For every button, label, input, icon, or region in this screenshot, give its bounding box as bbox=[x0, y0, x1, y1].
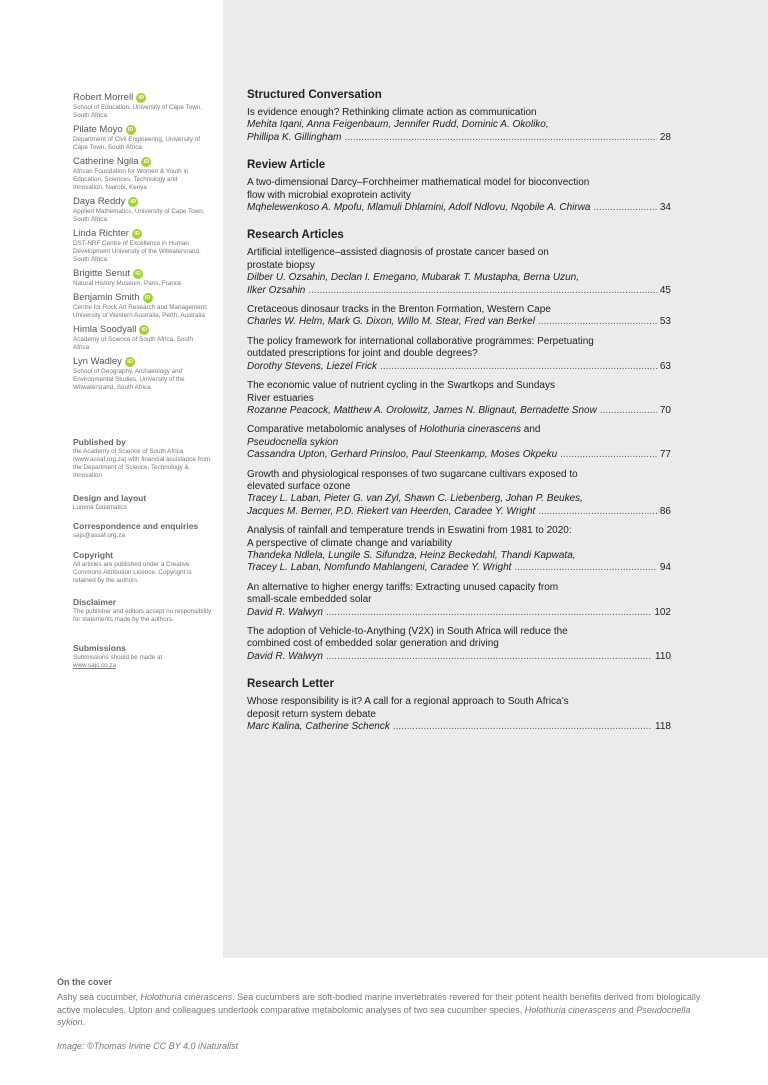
editor-name bbox=[73, 124, 208, 136]
page-number[interactable]: 102 bbox=[654, 606, 671, 618]
article-authors-page-line bbox=[247, 449, 671, 461]
editor-entry bbox=[73, 292, 208, 320]
article-authors: David R. Walwyn bbox=[247, 606, 323, 618]
editor-name-text: Linda Richter bbox=[73, 228, 129, 239]
orcid-icon[interactable]: iD bbox=[126, 125, 136, 135]
disclaimer-text: The publisher and editors accept no responsibility for statements made by the authors. bbox=[73, 608, 212, 623]
editor-affiliation: DST-NRF Centre of Excellence in Human Development University of the Witwatersrand, South Africa bbox=[73, 240, 201, 263]
editor-name bbox=[73, 324, 208, 336]
article-authors: Mehita Iqani, Anna Feigenbaum, Jennifer Rudd, Dominic A. Okoliko, bbox=[247, 119, 549, 131]
published-by-text: the Academy of Science of South Africa (www.assaf.org.za) with financial assistance from the Department of Science, Technology & Innovation bbox=[73, 448, 211, 479]
dot-leader bbox=[326, 607, 651, 619]
editor-name bbox=[73, 156, 208, 168]
article-authors: Marc Kalina, Catherine Schenck bbox=[247, 721, 390, 733]
editor-name-text: Pilate Moyo bbox=[73, 124, 123, 135]
article-title[interactable]: The adoption of Vehicle-to-Anything (V2X) in South Africa will reduce the bbox=[247, 626, 568, 637]
article-title[interactable]: Whose responsibility is it? A call for a regional approach to South Africa’s bbox=[247, 696, 569, 708]
submissions-text: Submissions should be made at bbox=[73, 654, 163, 661]
dot-leader bbox=[560, 449, 657, 461]
editor-affiliation: Academy of Science of South Africa, South Africa bbox=[73, 336, 194, 351]
article-title[interactable]: Is evidence enough? Rethinking climate action as communication bbox=[247, 107, 537, 118]
orcid-icon[interactable]: iD bbox=[141, 157, 151, 167]
dot-leader bbox=[600, 405, 657, 417]
cover-note bbox=[57, 976, 717, 1052]
dot-leader bbox=[538, 506, 657, 518]
editor-name bbox=[73, 356, 208, 368]
article-authors: Mqhelewenkoso A. Mpofu, Mlamuli Dhlamini, Adolf Ndlovu, Nqobile A. Chirwa bbox=[247, 202, 591, 214]
design-title: Design and layout bbox=[73, 493, 147, 503]
page-number[interactable]: 86 bbox=[659, 505, 671, 517]
article-title[interactable]: The policy framework for international collaborative programmes: Perpetuating bbox=[247, 335, 594, 347]
disclaimer-title: Disclaimer bbox=[73, 597, 116, 607]
article-authors: Cassandra Upton, Gerhard Prinsloo, Paul Steenkamp, Moses Okpeku bbox=[247, 449, 558, 461]
orcid-icon[interactable]: iD bbox=[143, 293, 153, 303]
editor-name bbox=[73, 228, 208, 240]
dot-leader bbox=[538, 316, 657, 328]
page-number[interactable]: 45 bbox=[659, 284, 671, 296]
article-authors: Phillipa K. Gillingham bbox=[247, 131, 342, 143]
correspondence-title: Correspondence and enquiries bbox=[73, 521, 199, 531]
orcid-icon[interactable]: iD bbox=[139, 325, 149, 335]
editor-name bbox=[73, 268, 208, 280]
article-title[interactable]: deposit return system debate bbox=[247, 708, 376, 720]
article-title[interactable]: A two-dimensional Darcy–Forchheimer mathematical model for bioconvection bbox=[247, 177, 590, 189]
submissions-block bbox=[73, 643, 213, 670]
toc-entry[interactable] bbox=[247, 469, 671, 519]
article-title[interactable]: outdated prescriptions for joint and double degrees? bbox=[247, 348, 478, 360]
toc-entry[interactable] bbox=[247, 247, 671, 297]
article-authors: Charles W. Helm, Mark G. Dixon, Willo M. Stear, Fred van Berkel bbox=[247, 316, 535, 328]
article-authors: Jacques M. Berner, P.D. Riekert van Heerden, Caradee Y. Wright bbox=[247, 505, 536, 517]
article-authors: Tracey L. Laban, Pieter G. van Zyl, Shawn C. Liebenberg, Johan P. Beukes, bbox=[247, 493, 583, 505]
editor-entry bbox=[73, 92, 208, 120]
editor-name-text: Daya Reddy bbox=[73, 196, 126, 207]
article-title[interactable]: Comparative metabolomic analyses of Holothuria cinerascens and bbox=[247, 424, 541, 436]
editor-name-text: Brigitte Senut bbox=[73, 268, 131, 279]
editor-entry bbox=[73, 124, 208, 152]
toc-section bbox=[247, 88, 671, 144]
design-text: Lumina Datamatics bbox=[73, 504, 127, 511]
article-title[interactable]: combined cost of embedded solar generation and driving bbox=[247, 638, 499, 650]
section-title: Research Letter bbox=[247, 678, 334, 691]
page-number[interactable]: 118 bbox=[655, 721, 671, 733]
editor-name-text: Lyn Wadley bbox=[73, 356, 122, 367]
editor-affiliation: Applied Mathematics, University of Cape Town, South Africa bbox=[73, 208, 205, 223]
dot-leader bbox=[308, 285, 657, 297]
page-number[interactable]: 70 bbox=[659, 404, 671, 416]
editor-name-text: Robert Morrell bbox=[73, 92, 134, 103]
article-authors-page-line bbox=[247, 285, 671, 297]
article-title[interactable]: elevated surface ozone bbox=[247, 480, 351, 492]
article-authors-page-line bbox=[247, 651, 671, 663]
section-title: Review Article bbox=[247, 159, 326, 172]
toc-entry[interactable] bbox=[247, 336, 671, 373]
article-authors-page-line bbox=[247, 721, 671, 733]
toc-entry[interactable] bbox=[247, 424, 671, 461]
editor-entry bbox=[73, 196, 208, 224]
toc-entry[interactable] bbox=[247, 525, 671, 575]
editor-name bbox=[73, 196, 208, 208]
toc-section bbox=[247, 228, 671, 663]
cover-title: On the cover bbox=[57, 977, 113, 987]
section-title: Research Articles bbox=[247, 229, 344, 242]
editor-name bbox=[73, 92, 208, 104]
published-by-block bbox=[73, 437, 213, 480]
article-title[interactable]: flow with microbial exoprotein activity bbox=[247, 189, 411, 201]
editor-name bbox=[73, 292, 208, 304]
editor-entry bbox=[73, 268, 208, 288]
dot-leader bbox=[326, 651, 652, 663]
article-authors: Dilber U. Ozsahin, Declan I. Emegano, Mubarak T. Mustapha, Berna Uzun, bbox=[247, 272, 580, 284]
toc-entry[interactable] bbox=[247, 304, 671, 329]
page-number[interactable]: 77 bbox=[659, 449, 671, 461]
article-title[interactable]: A perspective of climate change and variability bbox=[247, 537, 453, 549]
article-title[interactable]: prostate biopsy bbox=[247, 259, 315, 271]
toc-entry[interactable] bbox=[247, 177, 671, 214]
article-authors: Dorothy Stevens, Liezel Frick bbox=[247, 360, 378, 372]
article-title[interactable]: An alternative to higher energy tariffs: Extracting unused capacity from bbox=[247, 581, 559, 593]
article-title[interactable]: Analysis of rainfall and temperature trends in Eswatini from 1981 to 2020: bbox=[247, 525, 572, 537]
submissions-title: Submissions bbox=[73, 643, 126, 653]
editor-entry bbox=[73, 228, 208, 264]
dot-leader bbox=[380, 361, 657, 373]
article-authors: Rozanne Peacock, Matthew A. Orolowitz, James N. Blignaut, Bernadette Snow bbox=[247, 404, 597, 416]
dot-leader bbox=[393, 721, 652, 733]
toc-entry[interactable] bbox=[247, 107, 671, 144]
orcid-icon[interactable]: iD bbox=[125, 357, 135, 367]
editor-entry bbox=[73, 156, 208, 192]
design-block bbox=[73, 493, 213, 512]
article-title[interactable]: River estuaries bbox=[247, 392, 314, 404]
table-of-contents bbox=[247, 88, 671, 747]
toc-entry[interactable] bbox=[247, 626, 671, 663]
article-title[interactable]: Pseudocnella sykion bbox=[247, 436, 339, 448]
toc-entry[interactable] bbox=[247, 696, 671, 733]
disclaimer-block bbox=[73, 597, 213, 624]
editor-entry bbox=[73, 356, 208, 392]
toc-section bbox=[247, 677, 671, 733]
page-number[interactable]: 110 bbox=[655, 650, 671, 662]
article-authors-page-line bbox=[247, 405, 671, 417]
article-authors-page-line bbox=[247, 607, 671, 619]
editor-affiliation: School of Geography, Archaeology and Environmental Studies, University of the Witwatersrand, South Africa bbox=[73, 368, 185, 391]
dot-leader bbox=[345, 132, 657, 144]
cover-credit: Image: ©Thomas Irvine CC BY 4.0 iNaturalist bbox=[57, 1040, 239, 1051]
editor-list bbox=[73, 92, 208, 396]
article-authors: David R. Walwyn bbox=[247, 650, 323, 662]
published-by-title: Published by bbox=[73, 437, 126, 447]
orcid-icon[interactable]: iD bbox=[128, 197, 138, 207]
page-number[interactable]: 34 bbox=[659, 202, 671, 214]
copyright-title: Copyright bbox=[73, 550, 114, 560]
orcid-icon[interactable]: iD bbox=[132, 229, 142, 239]
editor-name-text: Benjamin Smith bbox=[73, 292, 140, 303]
toc-entry[interactable] bbox=[247, 380, 671, 417]
article-authors: Thandeka Ndlela, Lungile S. Sifundza, Heinz Beckedahl, Thandi Kapwata, bbox=[247, 549, 576, 561]
toc-section bbox=[247, 158, 671, 214]
editor-affiliation: Department of Civil Engineering, University of Cape Town, South Africa bbox=[73, 136, 201, 151]
page-number[interactable]: 63 bbox=[659, 360, 671, 372]
copyright-text: All articles are published under a Creative Commons Attribution Licence. Copyright is retained by the authors. bbox=[73, 561, 192, 584]
article-authors-page-line bbox=[247, 361, 671, 373]
article-authors-page-line bbox=[247, 132, 671, 144]
editor-name-text: Catherine Ngila bbox=[73, 156, 139, 167]
correspondence-email[interactable]: sajs@assaf.org.za bbox=[73, 532, 125, 539]
article-authors: Tracey L. Laban, Nomfundo Mahlangeni, Caradee Y. Wright bbox=[247, 562, 512, 574]
editor-affiliation: African Foundation for Women & Youth in Education, Sciences, Technology and Innovation, Nairobi, Kenya bbox=[73, 168, 189, 191]
article-title[interactable]: Artificial intelligence–assisted diagnosis of prostate cancer based on bbox=[247, 247, 549, 259]
article-authors: Ilker Ozsahin bbox=[247, 284, 306, 296]
section-title: Structured Conversation bbox=[247, 89, 382, 101]
correspondence-block bbox=[73, 521, 213, 540]
article-authors-page-line bbox=[247, 562, 671, 574]
dot-leader bbox=[593, 202, 656, 214]
article-title[interactable]: small-scale embedded solar bbox=[247, 594, 372, 606]
editor-name-text: Himla Soodyall bbox=[73, 324, 137, 335]
orcid-icon[interactable]: iD bbox=[133, 269, 143, 279]
article-title[interactable]: The economic value of nutrient cycling in the Swartkops and Sundays bbox=[247, 380, 555, 392]
editor-affiliation: School of Education, University of Cape Town, South Africa bbox=[73, 104, 203, 119]
article-title[interactable]: Growth and physiological responses of two sugarcane cultivars exposed to bbox=[247, 468, 578, 480]
orcid-icon[interactable]: iD bbox=[136, 93, 146, 103]
cover-text: Ashy sea cucumber, Holothuria cinerascens. Sea cucumbers are soft-bodied marine invertebrates revered for their potent health benefits derived from biologically active molecules. Upton and colleagues undertook comparative metabolomic analyses of two sea cucumber species, Holothuria cinerascens and Pseudocnella sykion. bbox=[57, 992, 701, 1028]
page-number[interactable]: 28 bbox=[659, 131, 671, 143]
editor-entry bbox=[73, 324, 208, 352]
dot-leader bbox=[514, 562, 656, 574]
editor-affiliation: Natural History Museum, Paris, France bbox=[73, 280, 182, 287]
article-authors-page-line bbox=[247, 506, 671, 518]
article-title[interactable]: Cretaceous dinosaur tracks in the Brenton Formation, Western Cape bbox=[247, 304, 551, 316]
page-number[interactable]: 53 bbox=[659, 316, 671, 328]
toc-entry[interactable] bbox=[247, 582, 671, 619]
page-number[interactable]: 94 bbox=[659, 562, 671, 574]
editor-affiliation: Centre for Rock Art Research and Management, University of Western Australia, Perth, Australia bbox=[73, 304, 208, 319]
sidebar bbox=[0, 0, 223, 958]
article-authors-page-line bbox=[247, 316, 671, 328]
copyright-block bbox=[73, 550, 213, 585]
submissions-link[interactable]: www.sajs.co.za bbox=[73, 662, 117, 669]
article-authors-page-line bbox=[247, 202, 671, 214]
